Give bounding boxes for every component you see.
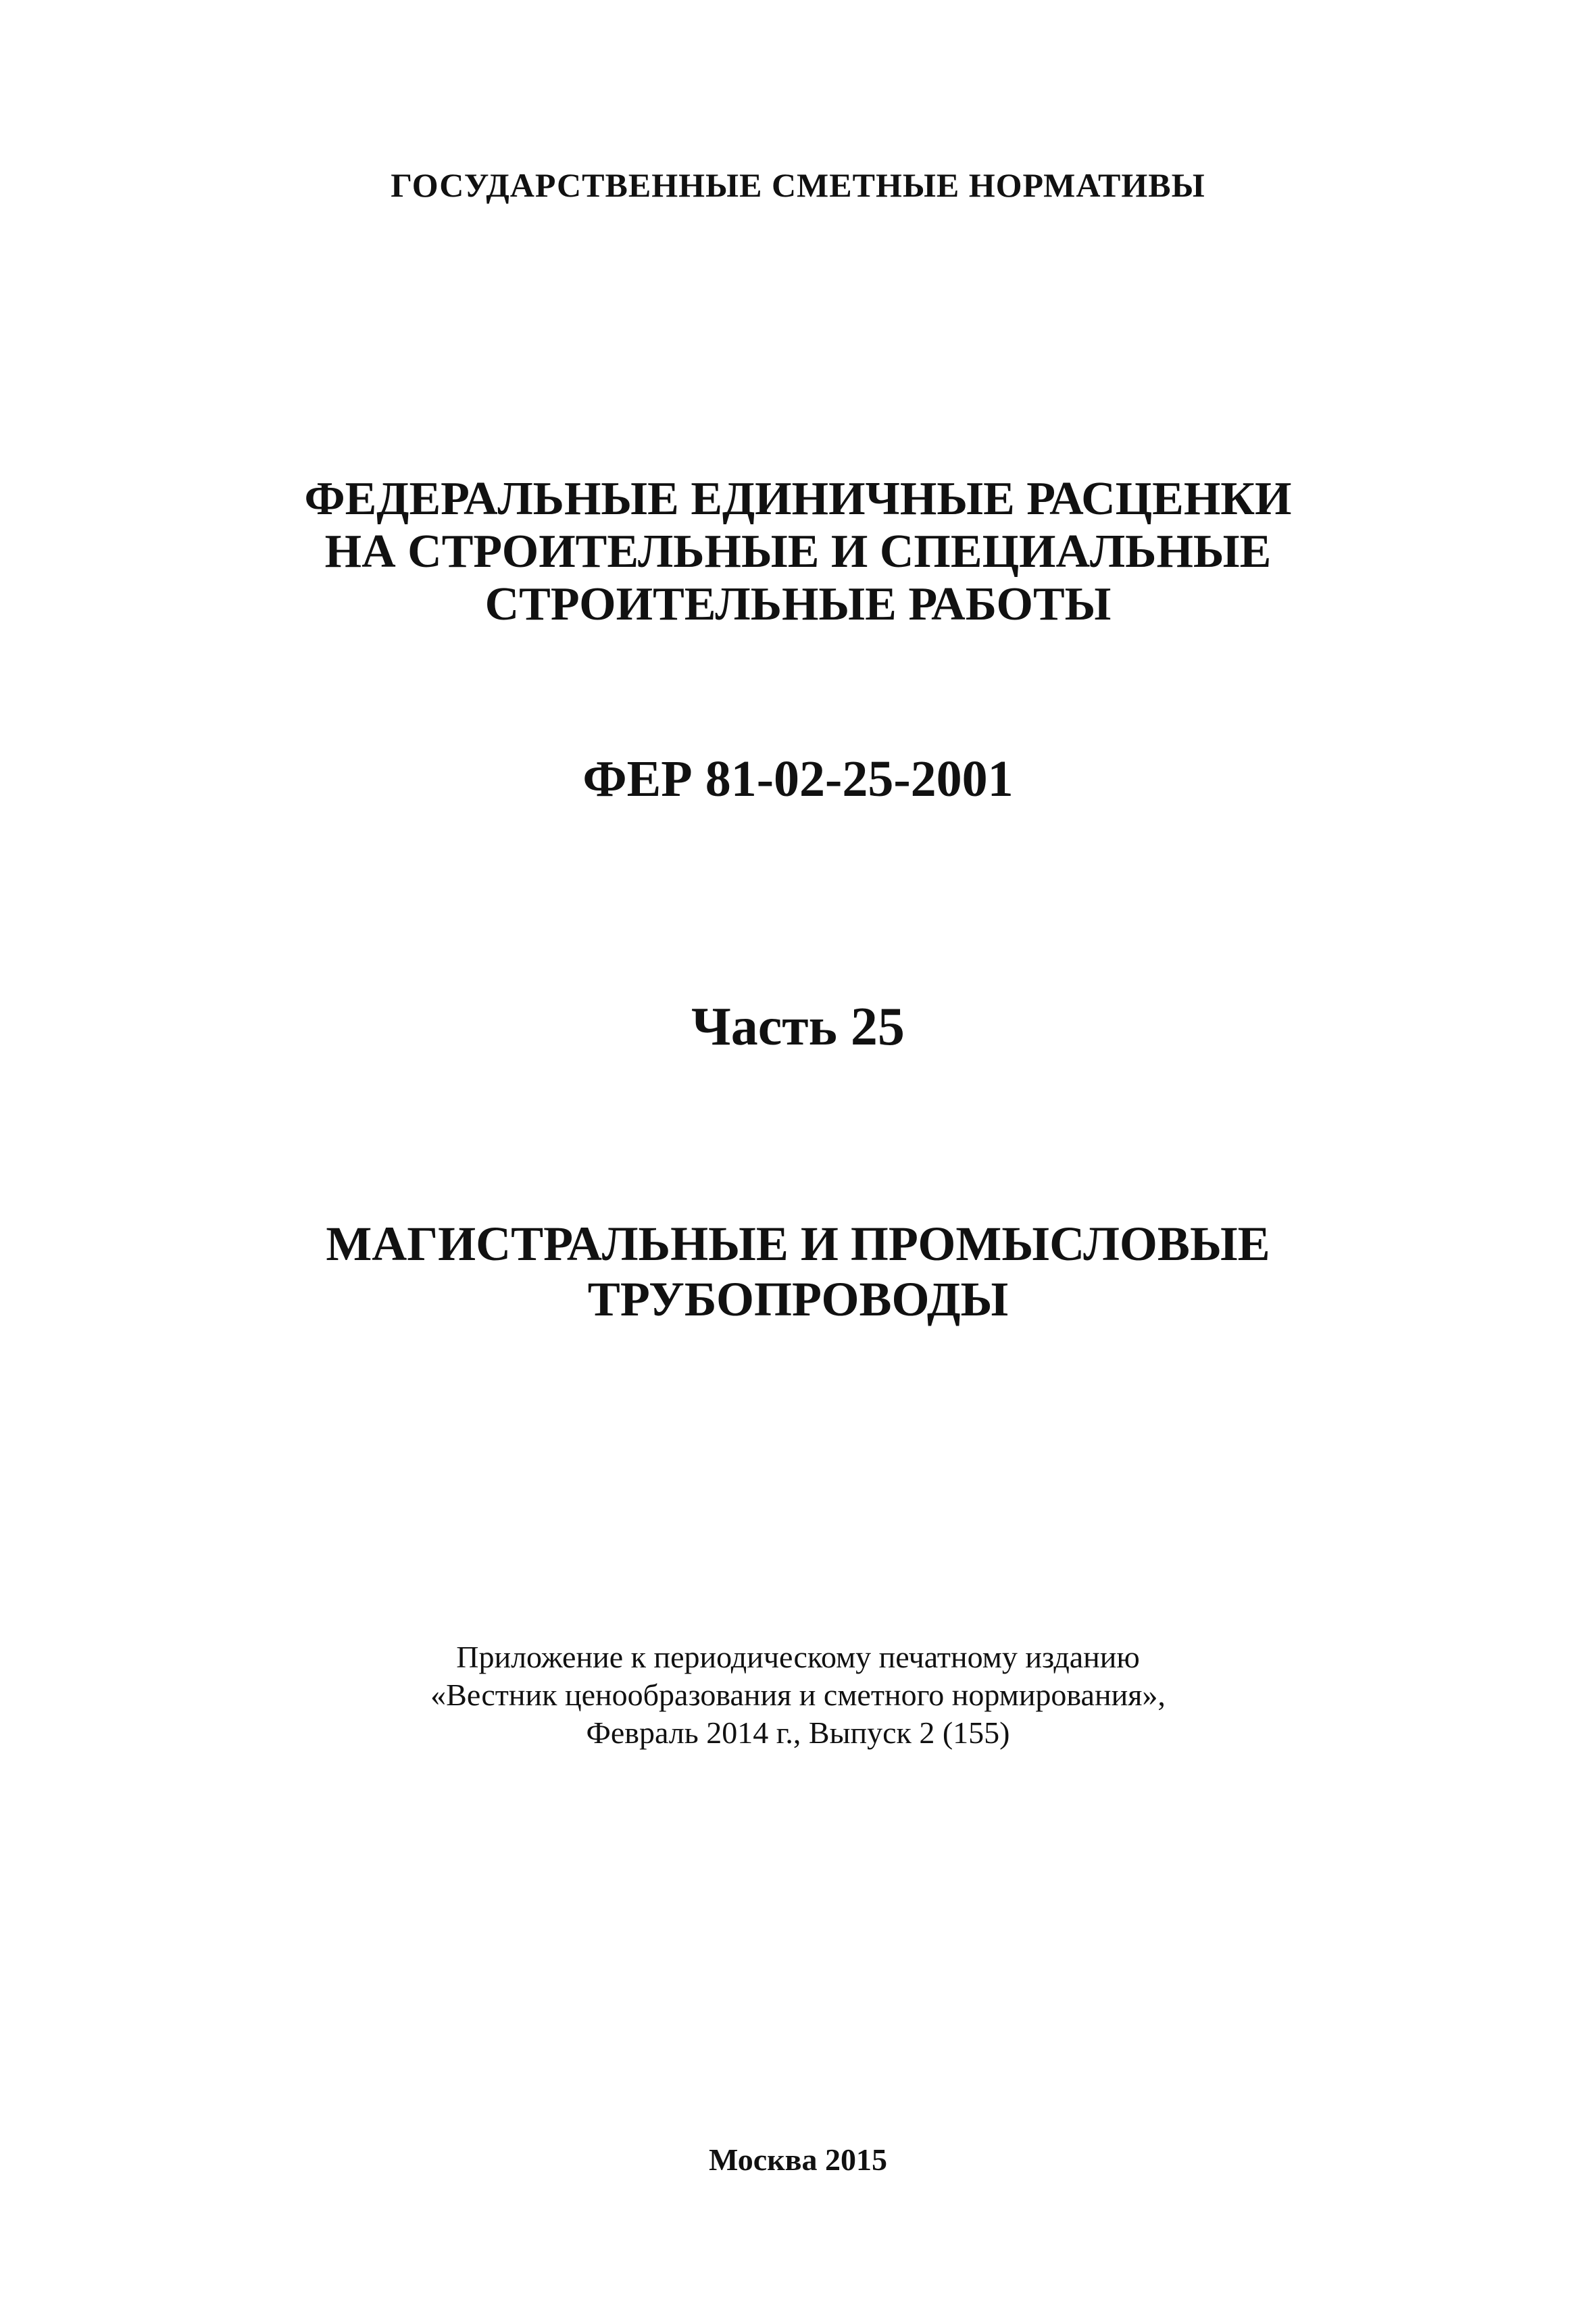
document-title <box>0 473 1596 631</box>
subject-line: ТРУБОПРОВОДЫ <box>587 1272 1009 1326</box>
publication-place-year: Москва 2015 <box>708 2142 888 2177</box>
part-subject <box>0 1216 1596 1327</box>
title-line: НА СТРОИТЕЛЬНЫЕ И СПЕЦИАЛЬНЫЕ <box>324 526 1272 578</box>
appendix-line: «Вестник ценообразования и сметного нормирования», <box>430 1678 1166 1712</box>
title-line: СТРОИТЕЛЬНЫЕ РАБОТЫ <box>484 578 1112 630</box>
document-header: ГОСУДАРСТВЕННЫЕ СМЕТНЫЕ НОРМАТИВЫ <box>391 166 1205 204</box>
document-code: ФЕР 81-02-25-2001 <box>582 751 1014 807</box>
appendix-note <box>0 1638 1596 1752</box>
part-number: Часть 25 <box>691 997 905 1057</box>
appendix-line: Февраль 2014 г., Выпуск 2 (155) <box>586 1715 1010 1750</box>
title-line: ФЕДЕРАЛЬНЫЕ ЕДИНИЧНЫЕ РАСЦЕНКИ <box>304 473 1292 525</box>
appendix-line: Приложение к периодическому печатному изданию <box>456 1640 1140 1674</box>
subject-line: МАГИСТРАЛЬНЫЕ И ПРОМЫСЛОВЫЕ <box>326 1217 1270 1271</box>
